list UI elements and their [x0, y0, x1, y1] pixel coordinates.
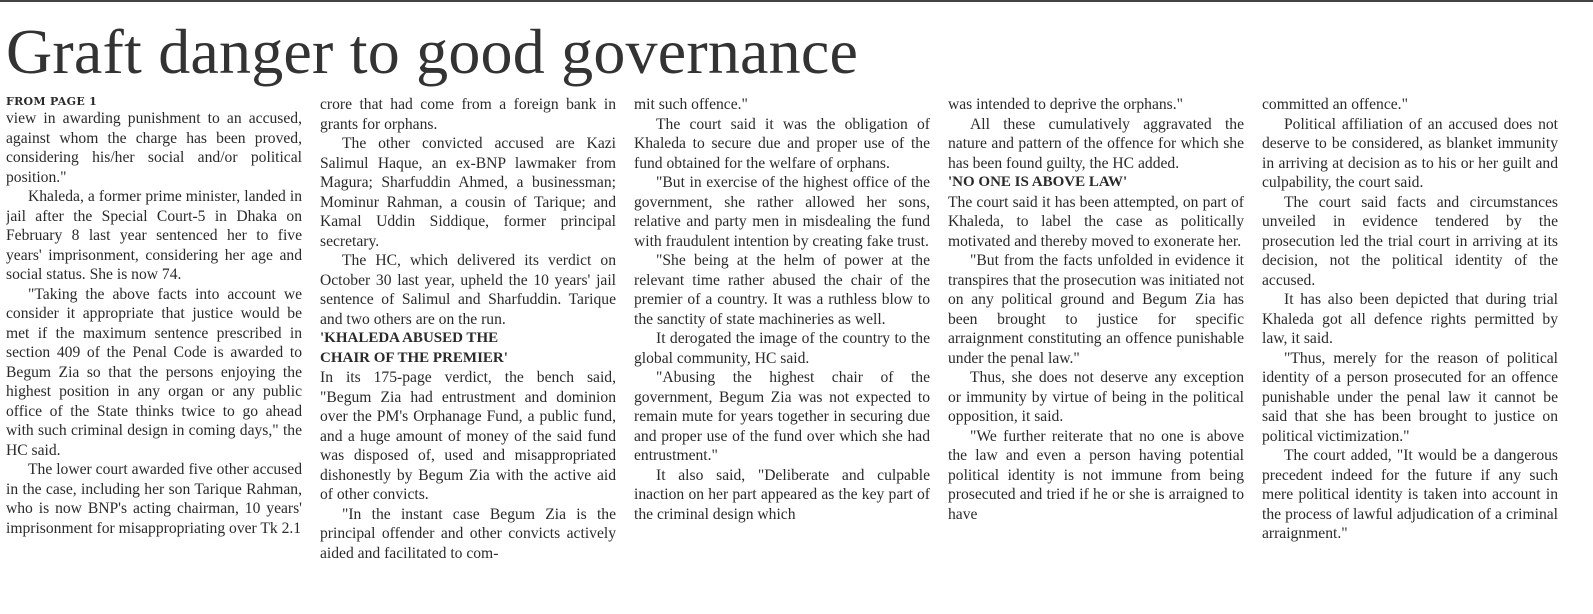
article-paragraph: "Taking the above facts into account we consider it appropriate that justice would be met if the maximum sentence prescribed in section 409 of the Penal Code is awarded to Begum Zia so that the persons enjoying the highest position in any organ or any public office of the State thinks twice to go ahead with such criminal design in coming days," the HC said.: [6, 285, 302, 459]
article-paragraph: It also said, "Deliberate and culpable inaction on her part appeared as the key part of the criminal design which: [634, 466, 930, 523]
jump-kicker: FROM PAGE 1: [6, 95, 98, 108]
article-paragraph: "But in exercise of the highest office of the government, she rather allowed her sons, relative and party men in misdealing the fund with fraudulent intention by creating fake trust.: [634, 174, 930, 250]
section-subhead: 'KHALEDA ABUSED THE: [320, 330, 499, 346]
article-column-1: [6, 95, 302, 610]
article-paragraph: mit such offence.": [634, 96, 748, 113]
article-paragraph: view in awarding punishment to an accused, against whom the charge has been proved, considering his/her social and/or political position.": [6, 110, 302, 186]
article-paragraph: The lower court awarded five other accused in the case, including her son Tarique Rahman, who is now BNP's acting chairman, 10 years' imprisonment for misappropriating over Tk 2.1: [6, 461, 302, 537]
article-paragraph: crore that had come from a foreign bank in grants for orphans.: [320, 96, 616, 133]
article-paragraph: "Abusing the highest chair of the government, Begum Zia was not expected to remain mute for years together in securing due and proper use of the fund over which she had entrustment.": [634, 369, 930, 464]
article-paragraph: Thus, she does not deserve any exception or immunity by virtue of being in the political opposition, it said.: [948, 369, 1244, 425]
article-paragraph: The court said it was the obligation of Khaleda to secure due and proper use of the fund obtained for the welfare of orphans.: [634, 115, 930, 172]
article-paragraph: It derogated the image of the country to the global community, HC said.: [634, 330, 930, 367]
article-paragraph: Political affiliation of an accused does not deserve to be considered, as blanket immunity in arriving at decision as to his or her guilt and culpability, the court said.: [1262, 115, 1558, 191]
article-paragraph: The court said it has been attempted, on part of Khaleda, to label the case as politically motivated and thereby moved to exonerate her.: [948, 193, 1244, 250]
article-paragraph: "We further reiterate that no one is above the law and even a person having potential political identity is not immune from being prosecuted and tried if he or she is arraigned to have: [948, 427, 1244, 523]
article-paragraph: The court said facts and circumstances unveiled in evidence tendered by the prosecution led the trial court in arriving at its decision, not the political identity of the accused.: [1262, 193, 1558, 289]
article-column-3: [634, 95, 930, 610]
article-paragraph: The court added, "It would be a dangerous precedent indeed for the future if any such mere political identity is taken into account in the process of lawful adjudication of a criminal arraignment.": [1262, 447, 1558, 542]
article-paragraph: committed an offence.": [1262, 96, 1408, 113]
top-rule: [0, 0, 1593, 2]
article-paragraph: "In the instant case Begum Zia is the principal offender and other convicts actively aided and facilitated to com-: [320, 505, 616, 562]
article-paragraph: Khaleda, a former prime minister, landed in jail after the Special Court-5 in Dhaka on February 8 last year sentenced her to five years' imprisonment, considering her age and social status. She is now 74.: [6, 188, 302, 283]
section-subhead: 'NO ONE IS ABOVE LAW': [948, 174, 1128, 190]
article-paragraph: The other convicted accused are Kazi Salimul Haque, an ex-BNP lawmaker from Magura; Sharfuddin Ahmed, a businessman; Mominur Rahman, a cousin of Tarique; and Kamal Uddin Siddique, former principal secretary.: [320, 135, 616, 250]
article-paragraph: All these cumulatively aggravated the nature and pattern of the offence for which she has been found guilty, the HC added.: [948, 115, 1244, 172]
article-paragraph: In its 175-page verdict, the bench said, "Begum Zia had entrustment and dominion over the PM's Orphanage Fund, a public fund, and a huge amount of money of the said fund was disposed of, used and misappropriated dishonestly by Begum Zia with the active aid of other convicts.: [320, 369, 616, 503]
article-column-4: [948, 95, 1244, 610]
article-paragraph: "She being at the helm of power at the relevant time rather abused the chair of the premier of a country. It was a ruthless blow to the sanctity of state machineries as well.: [634, 252, 930, 328]
article-paragraph: "But from the facts unfolded in evidence it transpires that the prosecution was initiated not on any political ground and Begum Zia has been brought to justice for specific arraignment constituting an offence punishable under the penal law.": [948, 252, 1244, 367]
article-paragraph: It has also been depicted that during trial Khaleda got all defence rights permitted by law, it said.: [1262, 291, 1558, 347]
article-column-5: [1262, 95, 1558, 610]
section-subhead: CHAIR OF THE PREMIER': [320, 349, 508, 366]
article-column-2: [320, 95, 616, 610]
article-paragraph: was intended to deprive the orphans.": [948, 96, 1184, 113]
article-paragraph: "Thus, merely for the reason of political identity of a person prosecuted for an offence punishable under the penal law it cannot be said that she has been brought to justice on political victimization.": [1262, 349, 1558, 445]
headline: Graft danger to good governance: [6, 16, 859, 87]
article-paragraph: The HC, which delivered its verdict on October 30 last year, upheld the 10 years' jail sentence of Salimul and Sharfuddin. Tarique and two others are on the run.: [320, 252, 616, 328]
